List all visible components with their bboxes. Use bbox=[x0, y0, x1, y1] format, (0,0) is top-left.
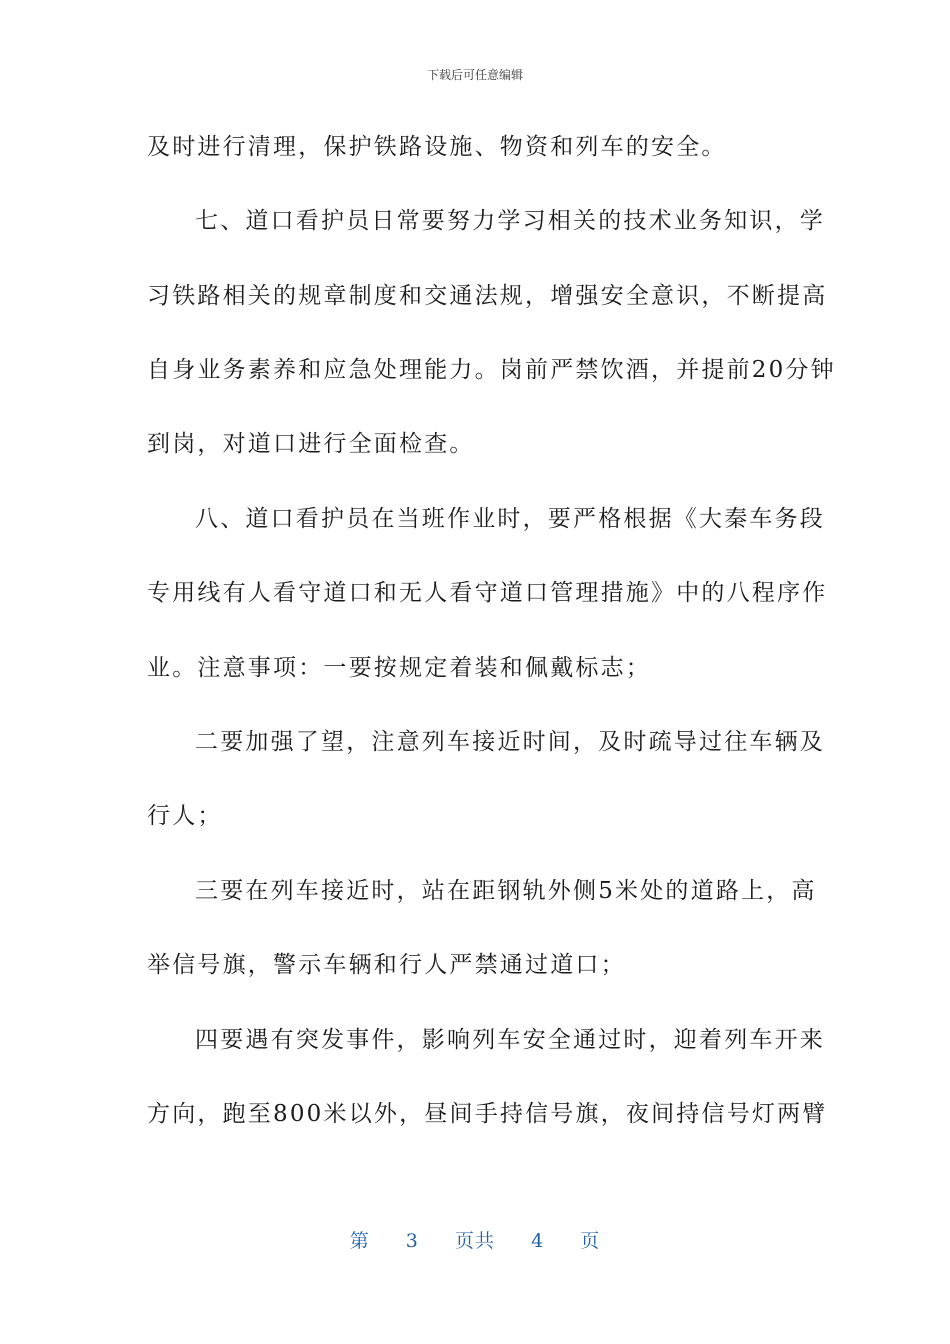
text-line: 三要在列车接近时，站在距钢轨外侧5米处的道路上，高 bbox=[195, 878, 817, 904]
text-line: 专用线有人看守道口和无人看守道口管理措施》中的八程序作 bbox=[147, 580, 828, 606]
text-line: 七、道口看护员日常要努力学习相关的技术业务知识，学 bbox=[195, 208, 825, 234]
text-line: 二要加强了望，注意列车接近时间，及时疏导过往车辆及 bbox=[195, 729, 825, 755]
text-line: 到岗，对道口进行全面检查。 bbox=[147, 431, 475, 457]
text-line: 业。注意事项：一要按规定着装和佩戴标志； bbox=[147, 655, 651, 681]
page-header-note: 下载后可任意编辑 bbox=[426, 68, 523, 82]
footer-prefix: 第 bbox=[349, 1230, 370, 1252]
text-line: 方向，跑至800米以外，昼间手持信号旗，夜间持信号灯两臂 bbox=[147, 1101, 828, 1127]
text-line: 举信号旗，警示车辆和行人严禁通过道口； bbox=[147, 952, 626, 978]
text-line: 行人； bbox=[147, 803, 223, 829]
total-pages-number: 4 bbox=[531, 1230, 545, 1252]
text-line: 习铁路相关的规章制度和交通法规，增强安全意识，不断提高 bbox=[147, 283, 828, 309]
text-line: 八、道口看护员在当班作业时，要严格根据《大秦车务段 bbox=[195, 506, 825, 532]
page-footer bbox=[0, 1226, 950, 1253]
text-line: 自身业务素养和应急处理能力。岗前严禁饮酒，并提前20分钟 bbox=[147, 357, 836, 383]
footer-suffix: 页 bbox=[580, 1230, 601, 1252]
current-page-number: 3 bbox=[405, 1230, 419, 1252]
text-line: 及时进行清理，保护铁路设施、物资和列车的安全。 bbox=[147, 134, 727, 160]
text-line: 四要遇有突发事件，影响列车安全通过时，迎着列车开来 bbox=[195, 1027, 825, 1053]
footer-middle: 页共 bbox=[454, 1230, 495, 1252]
